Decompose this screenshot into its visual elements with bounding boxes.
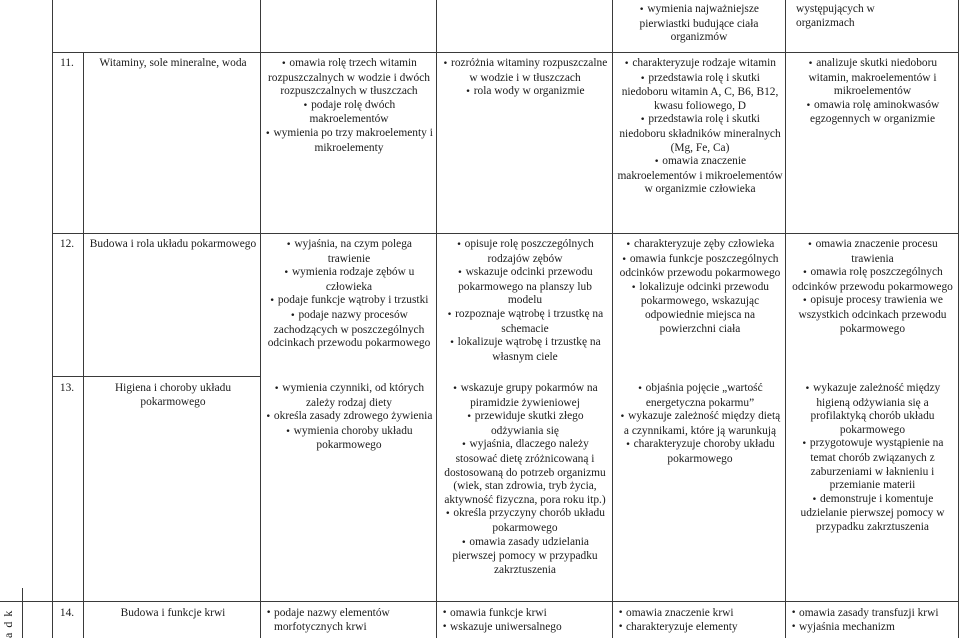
list-item: • omawia rolę aminokwasów egzogennych w organizmie xyxy=(789,99,956,127)
list-item: • przewiduje skutki złego odżywiania się xyxy=(440,410,610,438)
list-item: • omawia rolę trzech witamin rozpuszczalnych w wodzie i dwóch rozpuszczalnych w tłuszczach xyxy=(264,57,434,99)
list-item: • podaje rolę dwóch makroelementów xyxy=(264,99,434,127)
list-item: • demonstruje i komentuje udzielanie pierwszej pomocy w przypadku zakrztuszenia xyxy=(789,493,956,535)
row-11-c2 xyxy=(440,57,610,100)
hline-2 xyxy=(52,233,959,234)
list-item: • wskazuje grupy pokarmów na piramidzie żywieniowej xyxy=(440,382,610,410)
list-item: • wykazuje zależność między dietą a czynnikami, które ją warunkują xyxy=(616,410,784,438)
list-item: • wyjaśnia, na czym polega trawienie xyxy=(264,238,434,266)
vline-4 xyxy=(612,0,613,638)
list-item: • charakteryzuje rodzaje witamin xyxy=(616,57,784,72)
list-item: • wskazuje odcinki przewodu pokarmowego na planszy lub modelu xyxy=(440,266,610,308)
list-item: • rola wody w organizmie xyxy=(440,85,610,100)
row-13-c1 xyxy=(264,382,434,453)
row-11-c1 xyxy=(264,57,434,155)
list-item: • opisuje rolę poszczególnych rodzajów zębów xyxy=(440,238,610,266)
row-number: 14. xyxy=(59,607,75,619)
row-12-c1 xyxy=(264,238,434,351)
list-item: • omawia znaczenie krwi xyxy=(618,607,784,621)
hline-4 xyxy=(0,601,959,602)
list-item: • określa przyczyny chorób układu pokarmowego xyxy=(440,507,610,535)
list-item: • charakteryzuje zęby człowieka xyxy=(616,238,784,253)
list-item: • wykazuje zależność między higieną odżywiania się a profilaktyką chorób układu pokarmowego xyxy=(789,382,956,437)
row-topic: Budowa i funkcje krwi xyxy=(120,607,226,619)
row-topic: Witaminy, sole mineralne, woda xyxy=(99,57,247,69)
row-13-c4 xyxy=(789,382,956,535)
list-item: • analizuje skutki niedoboru witamin, makroelementów i mikroelementów xyxy=(789,57,956,99)
vline-6 xyxy=(958,0,959,638)
row-12-c4 xyxy=(789,238,956,336)
row-11-c3 xyxy=(616,57,784,197)
list-item: • charakteryzuje choroby układu pokarmowego xyxy=(616,438,784,466)
hline-3 xyxy=(52,376,261,377)
list-item: • lokalizuje wątrobę i trzustkę na własnym ciele xyxy=(440,336,610,364)
list-item: • przedstawia rolę i skutki niedoboru składników mineralnych (Mg, Fe, Ca) xyxy=(616,113,784,155)
list-item: • rozróżnia witaminy rozpuszczalne w wodzie i w tłuszczach xyxy=(440,57,610,85)
list-item: • wymienia czynniki, od których zależy rodzaj diety xyxy=(264,382,434,410)
vline-5 xyxy=(785,0,786,638)
list-item: • lokalizuje odcinki przewodu pokarmowego, wskazując odpowiednie miejsca na powierzchni ciała xyxy=(616,281,784,336)
row-12-c2 xyxy=(440,238,610,364)
list-item: • wymienia rodzaje zębów u człowieka xyxy=(264,266,434,294)
vline-3 xyxy=(436,0,437,638)
list-item: • opisuje procesy trawienia we wszystkich odcinkach przewodu pokarmowego xyxy=(789,294,956,336)
row-number: 11. xyxy=(60,57,74,69)
row-14-c3 xyxy=(618,607,784,634)
row-14-c4 xyxy=(791,607,956,634)
row-14-c1 xyxy=(266,607,434,634)
list-item: • przedstawia rolę i skutki niedoboru witamin A, C, B6, B12, kwasu foliowego, D xyxy=(616,72,784,114)
list-item: • przygotowuje wystąpienie na temat chorób związanych z zaburzeniami w łaknieniu i przemianie materii xyxy=(789,437,956,492)
vline-2 xyxy=(260,0,261,638)
row-topic: Higiena i choroby układu pokarmowego xyxy=(114,382,232,408)
row-11-c4 xyxy=(789,57,956,127)
vline-num xyxy=(83,52,84,638)
row-12-c3 xyxy=(616,238,784,336)
list-item: • podaje funkcje wątroby i trzustki xyxy=(264,294,434,309)
list-item: • omawia znaczenie procesu trawienia xyxy=(789,238,956,266)
list-item: • wymienia choroby układu pokarmowego xyxy=(264,425,434,453)
hline-1 xyxy=(52,52,959,53)
list-item: • objaśnia pojęcie „wartość energetyczna pokarmu” xyxy=(616,382,784,410)
vline-1 xyxy=(52,0,53,638)
list-item: • określa zasady zdrowego żywienia xyxy=(264,410,434,425)
list-item: • wyjaśnia mechanizm xyxy=(791,621,956,635)
top-fragment-col6: występujących w organizmach xyxy=(796,3,875,29)
list-item: • rozpoznaje wątrobę i trzustkę na schemacie xyxy=(440,308,610,336)
row-13-c3 xyxy=(616,382,784,467)
list-item: • omawia funkcje krwi xyxy=(442,607,610,621)
list-item: • podaje nazwy elementów morfotycznych krwi xyxy=(266,607,434,634)
list-item: • omawia funkcje poszczególnych odcinków przewodu pokarmowego xyxy=(616,253,784,281)
list-item: • omawia znaczenie makroelementów i mikroelementów w organizmie człowieka xyxy=(616,155,784,197)
list-item: • omawia zasady transfuzji krwi xyxy=(791,607,956,621)
row-topic: Budowa i rola układu pokarmowego xyxy=(89,238,257,250)
list-item: • wymienia po trzy makroelementy i mikroelementy xyxy=(264,127,434,155)
side-label: a d k xyxy=(1,609,15,638)
list-item: • podaje nazwy procesów zachodzących w poszczególnych odcinkach przewodu pokarmowego xyxy=(264,309,434,351)
list-item: • charakteryzuje elementy xyxy=(618,621,784,635)
list-item: • wyjaśnia, dlaczego należy stosować dietę zróżnicowaną i dostosowaną do potrzeb organizmu (wiek, stan zdrowia, tryb życia, aktywność fizyczna, pora roku itp.) xyxy=(440,438,610,507)
row-13-c2 xyxy=(440,382,610,577)
row-number: 13. xyxy=(59,382,75,394)
row-number: 12. xyxy=(59,238,75,250)
row-14-c2 xyxy=(442,607,610,634)
list-item: • wskazuje uniwersalnego xyxy=(442,621,610,635)
vline-side xyxy=(22,588,23,638)
top-fragment-col5: • wymienia najważniejsze pierwiastki budujące ciała organizmów xyxy=(614,3,784,45)
list-item: • omawia rolę poszczególnych odcinków przewodu pokarmowego xyxy=(789,266,956,294)
list-item: • omawia zasady udzielania pierwszej pomocy w przypadku zakrztuszenia xyxy=(440,536,610,578)
